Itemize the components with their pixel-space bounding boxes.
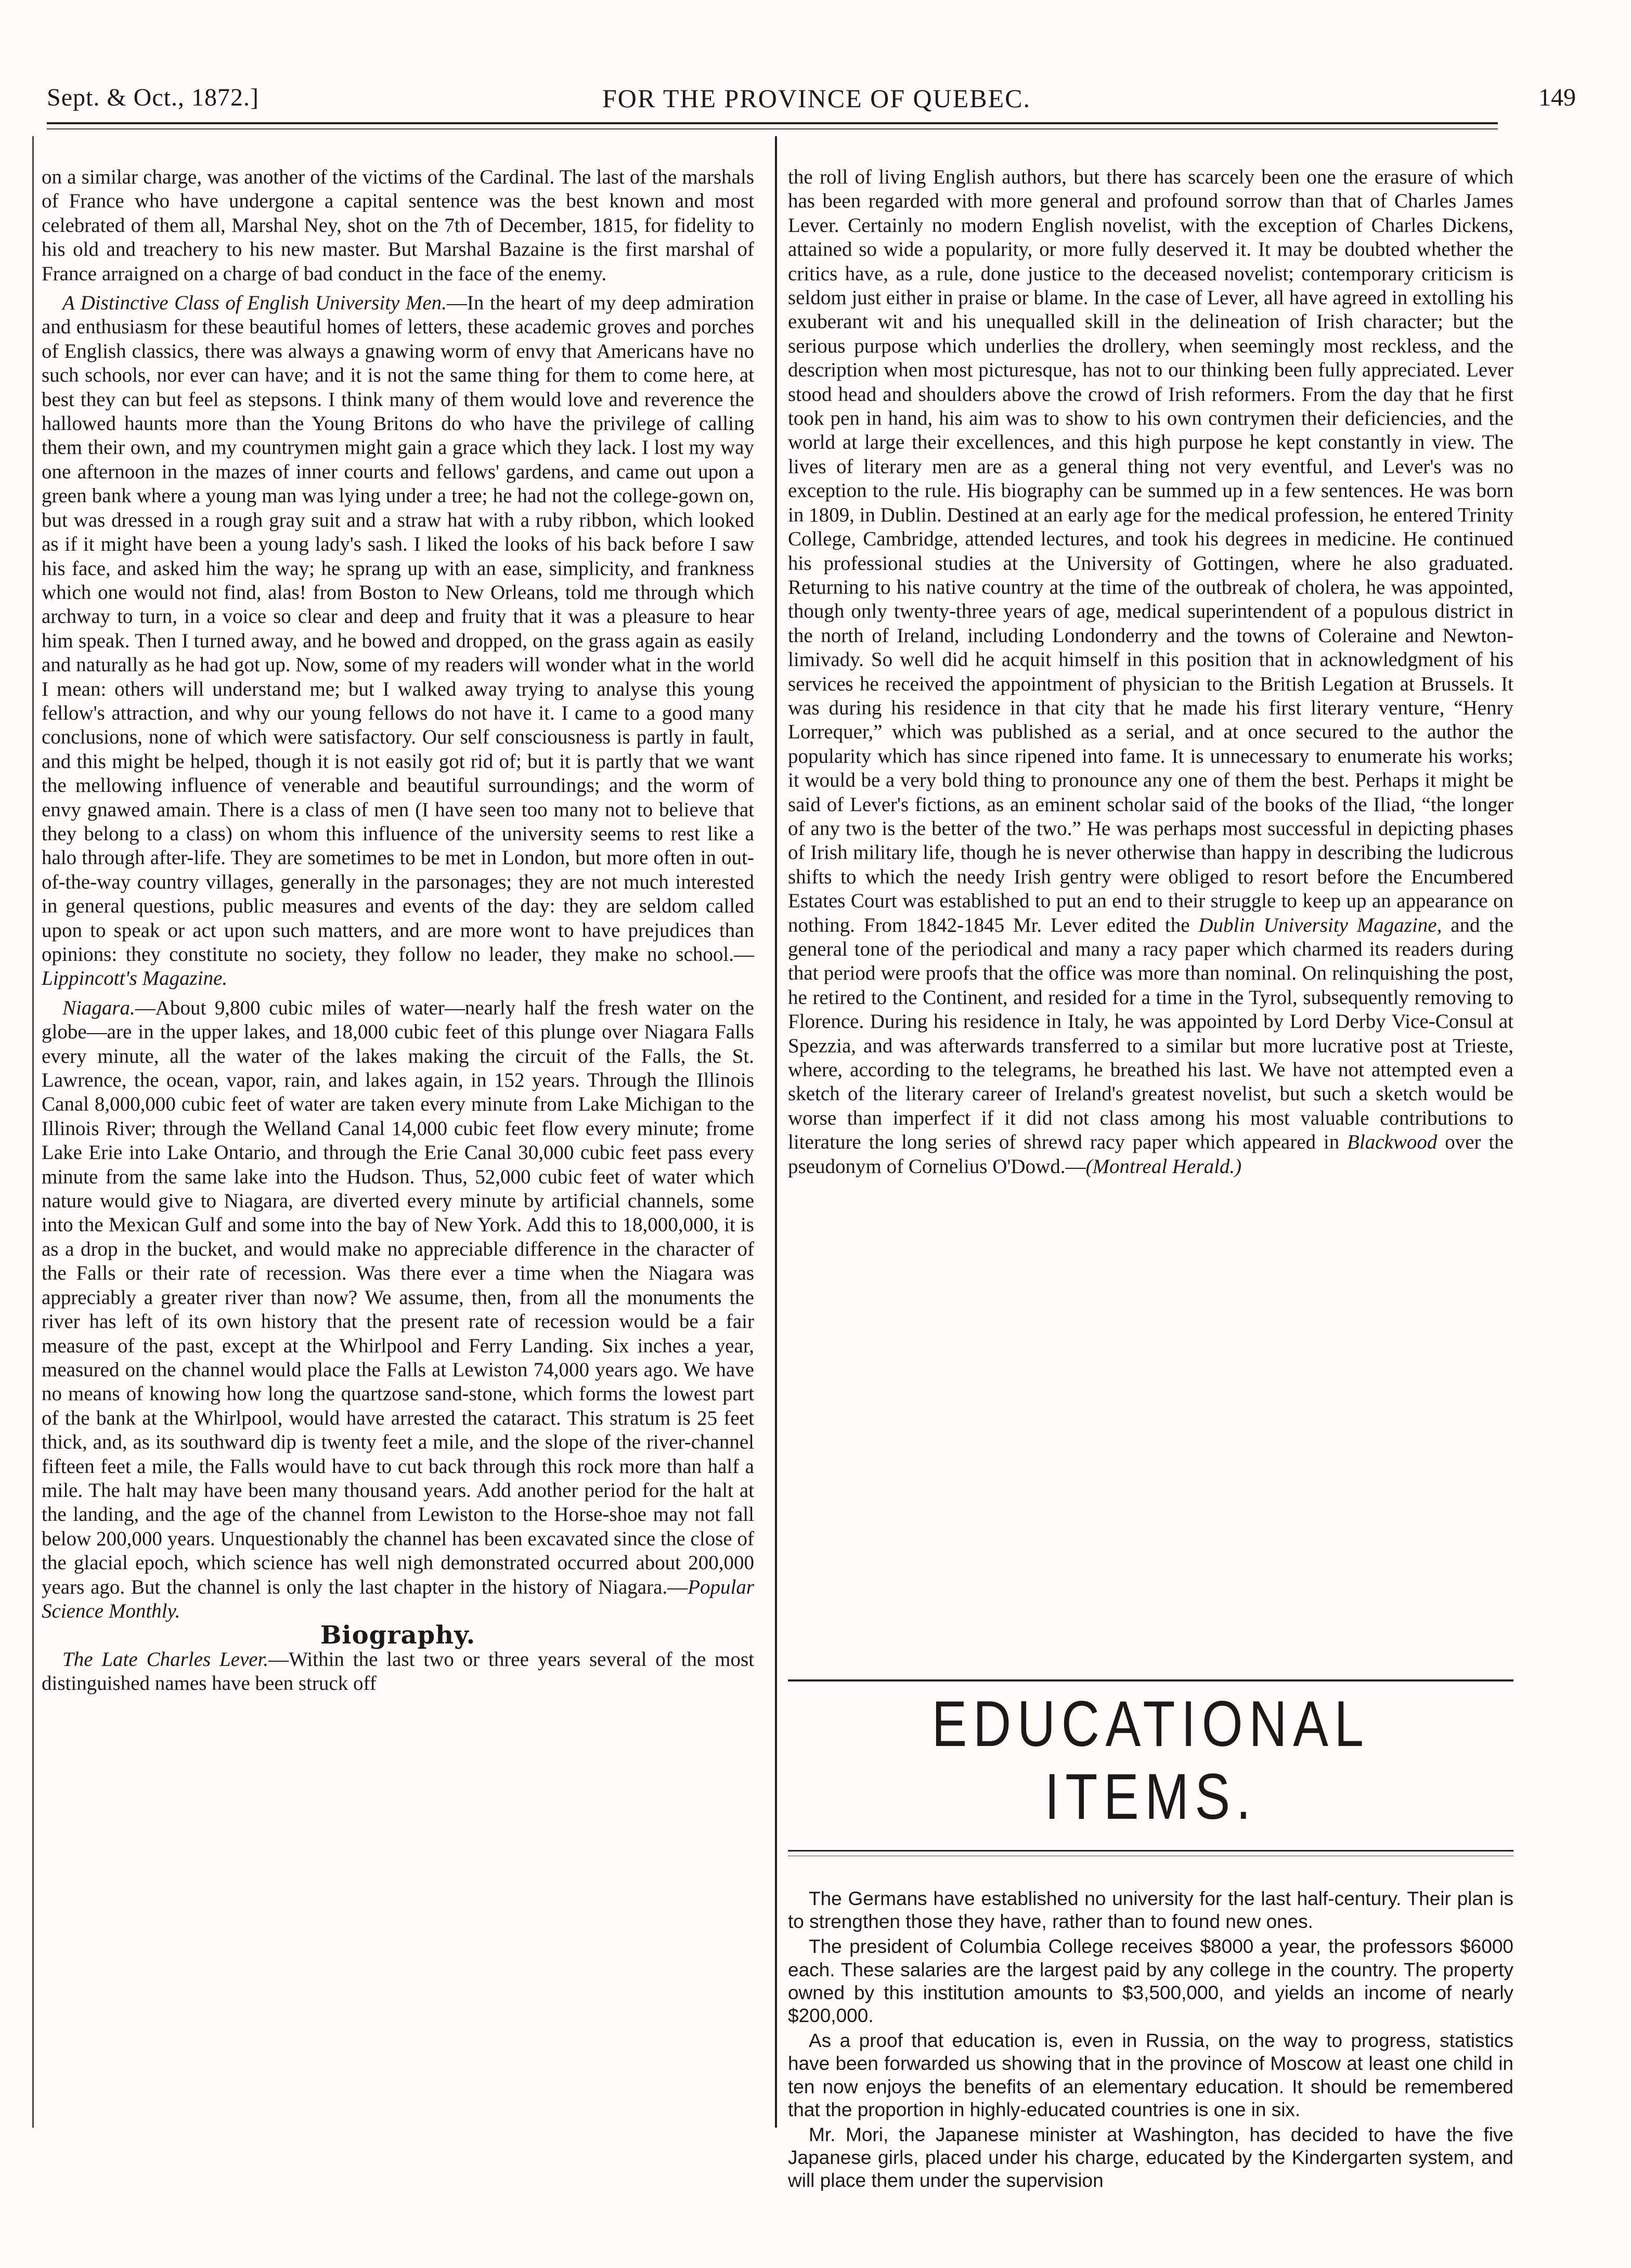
header-rule — [47, 122, 1498, 124]
lever-text-start: —Within the last two or three years several of the most distinguished names have been struck off — [42, 1648, 754, 1695]
educational-items-section — [788, 1679, 1513, 2195]
header-title: FOR THE PROVINCE OF QUEBEC. — [602, 84, 1031, 113]
lever-text-3: over the pseudonym of Cornelius O'Dowd.— — [788, 1131, 1513, 1178]
edu-item-mori: Mr. Mori, the Japanese minister at Washington, has decided to have the five Japanese girls, placed under his charge, educated by the Kindergarten system, and will place them under the supervision — [788, 2124, 1513, 2192]
column-divider — [775, 136, 777, 2128]
lever-magazine-name: Dublin University Magazine, — [1198, 914, 1442, 936]
running-header — [47, 78, 1586, 120]
niagara-source: Popular Science Monthly. — [42, 1575, 754, 1622]
niagara-title: Niagara. — [62, 996, 135, 1019]
university-men-source: Lippincott's Magazine. — [42, 967, 228, 990]
niagara-paragraph — [42, 996, 754, 1624]
educational-items-heading: EDUCATIONAL ITEMS. — [931, 1688, 1370, 1833]
left-column — [42, 165, 754, 1696]
header-rule-thin — [47, 128, 1498, 129]
section-rule-bottom — [788, 1850, 1513, 1852]
university-men-paragraph — [42, 291, 754, 991]
educational-items-list — [788, 1887, 1513, 2193]
left-margin-rule — [32, 136, 34, 2128]
lever-title: The Late Charles Lever. — [62, 1648, 269, 1671]
header-date: Sept. & Oct., 1872.] — [47, 84, 259, 111]
lever-blackwood: Blackwood — [1347, 1131, 1438, 1154]
lever-paragraph-start — [42, 1648, 754, 1696]
page-number: 149 — [1538, 84, 1576, 111]
lever-source: (Montreal Herald.) — [1085, 1155, 1242, 1178]
bazaine-paragraph: on a similar charge, was another of the victims of the Cardinal. The last of the marshals of France who have undergone a capital sentence was the best known and most celebrated of them all, Marshal Ney, shot on the 7th of December, 1815, for fidelity to his old and treachery to his new master. But Marshal Bazaine is the first marshal of France arraigned on a charge of bad conduct in the face of the enemy. — [42, 166, 754, 285]
niagara-text: —About 9,800 cubic miles of water—nearly half the fresh water on the globe—are in the upper lakes, and 18,000 cubic feet of this plunge over Niagara Falls every minute, all the water of the lakes making the circuit of the Falls, the St. Lawrence, the ocean, vapor, rain, and lakes again, in 152 years. Through the Illinois Canal 8,000,000 cubic feet of water are taken every minute from Lake Michigan to the Illinois River; through the Welland Canal 14,000 cubic feet flow every minute; frome Lake Erie into Lake Ontario, and through the Erie Canal 30,000 cubic feet pass every minute from the same lake into the Hudson. Thus, 52,000 cubic feet of water which nature would give to Niagara, are diverted every minute by artificial channels, some into the Mexican Gulf and some into the bay of New York. Add this to 18,000,000, it is as a drop in the bucket, and would make no appreciable difference in the character of the Falls or their rate of recession. Was there ever a time when the Niagara was appreciably a greater river than now? We assume, then, from all the monuments the river has left of its own history that the present rate of recession would be a fair measure of the past, except at the Whirlpool and Ferry Landing. Six inches a year, measured on the channel would place the Falls at Lewiston 74,000 years ago. We have no means of knowing how long the quartzose sand-stone, which forms the lowest part of the bank at the Whirlpool, would have arrested the cataract. This stratum is 25 feet thick, and, as its southward dip is twenty feet a mile, and the slope of the river-channel fifteen feet a mile, the Falls would have to cut back through this rock more than half a mile. The halt may have been many thousand years. Add another period for the halt at the landing, and the age of the channel from Lewiston to the Horse-shoe may not fall below 200,000 years. Unquestionably the channel has been excavated since the close of the glacial epoch, which science has well nigh demonstrated occurred about 200,000 years ago. But the channel is only the last chapter in the history of Niagara.— — [42, 996, 754, 1598]
university-men-text: —In the heart of my deep admiration and enthusiasm for these beautiful homes of letters, these academic groves and porches of English classics, there was always a gnawing worm of envy that Americans have no such schools, nor ever can have; and it is not the same thing for them to come here, at best they can but feel as stepsons. I think many of them would love and reverence the hallowed haunts more than the Young Britons do who have the privilege of calling them their own, and my countrymen might gain a grace which they lack. I lost my way one afternoon in the mazes of inner courts and fellows' gardens, and came out upon a green bank where a young man was lying under a tree; he had not the college-gown on, but was dressed in a rough gray suit and a straw hat with a ruby ribbon, which looked as if it might have been a young lady's sash. I liked the looks of his back before I saw his face, and asked him the way; he sprang up with an ease, simplicity, and frankness which one would not find, alas! from Boston to New Orleans, told me through which archway to turn, in a voice so clear and deep and fruity that it was a pleasure to hear him speak. Then I turned away, and he bowed and dropped, on the grass again as easily and naturally as he had got up. Now, some of my readers will wonder what in the world I mean: others will understand me; but I walked away trying to analyse this young fellow's attraction, and why our young fellows do not have it. I came to a good many conclusions, none of which were satisfactory. Our self consciousness is partly in fault, and this might be helped, though it is not easily got rid of; but it is partly that we want the mellowing influence of venerable and beautiful surroundings; and the worm of envy gnawed amain. There is a class of men (I have seen too many not to believe that they belong to a class) on whom this influence of the university seems to rest like a halo through after-life. They are sometimes to be met in London, but more often in out-of-the-way country villages, generally in the parsonages; they are not much interested in general questions, public measures and events of the day: they are seldom called upon to speak or act upon such matters, and are more wont to have prejudices than opinions: they constitute no society, they follow no leader, they make no school.— — [42, 292, 754, 966]
edu-item-germans: The Germans have established no university for the last half-century. Their plan is to strengthen those they have, rather than to found new ones. — [788, 1888, 1513, 1933]
university-men-title: A Distinctive Class of English University Men. — [62, 292, 447, 315]
lever-text-1: the roll of living English authors, but there has scarcely been one the erasure of which has been regarded with more general and profound sorrow than that of Charles James Lever. Certainly no modern English novelist, with the exception of Charles Dickens, attained so wide a popularity, or more fully deserved it. It may be doubted whether the critics have, as a rule, done justice to the deceased novelist; contemporary criticism is seldom just either in praise or blame. In the case of Lever, all have agreed in extolling his exuberant wit and his unequalled skill in the delineation of Irish character; but the serious purpose which underlies the drollery, when seemingly most reckless, and the description when most picturesque, has not to our thinking been fully appreciated. Lever stood head and shoulders above the crowd of Irish reformers. From the day that he first took pen in hand, his aim was to show to his own contrymen their deficiencies, and the world at large their excellences, and this high purpose he kept constantly in view. The lives of literary men are as a general thing not very eventful, and Lever's was no exception to the rule. His biography can be summed up in a few sentences. He was born in 1809, in Dublin. Destined at an early age for the medical profession, he entered Trinity College, Cambridge, attended lectures, and took his degrees in medicine. He continued his professional studies at the University of Gottingen, where he also graduated. Returning to his native country at the time of the outbreak of cholera, he was appointed, though only twenty-three years of age, medical superintendent of a populous district in the north of Ireland, including Londonderry and the towns of Coleraine and Newton-limivady. So well did he acquit himself in this position that in acknowledgment of his services he received the appointment of physician to the British Legation at Brussels. It was during his residence in that city that he made his first literary venture, “Henry Lorrequer,” which was published as a serial, and at once secured to the author the popularity which has since ripened into fame. It is unnecessary to enumerate his works; it would be a very bold thing to pronounce any one of them the best. Perhaps it might be said of Lever's fictions, as an eminent scholar said of the books of the Iliad, “the longer of any two is the better of the two.” He was perhaps most successful in depicting phases of Irish military life, though he is never otherwise than happy in describing the ludicrous shifts to which the needy Irish gentry were obliged to resort before the Encumbered Estates Court was established to put an end to their struggle to keep up an appearance on nothing. From 1842-1845 Mr. Lever edited the — [788, 166, 1513, 936]
edu-item-russia: As a proof that education is, even in Russia, on the way to progress, statistics have been forwarded us showing that in the province of Moscow at least one child in ten now enjoys the benefits of an elementary education. It should be remembered that the proportion in highly-educated countries is one in six. — [788, 2030, 1513, 2120]
lever-paragraph-continued — [788, 165, 1513, 1179]
lever-text-2: and the general tone of the periodical and many a racy paper which charmed its readers during that period were proofs that the office was more than nominal. On relinquishing the post, he retired to the Continent, and resided for a time in the Tyrol, subsequently removing to Florence. During his residence in Italy, he was appointed by Lord Derby Vice-Consul at Spezzia, and was afterwards transferred to a similar but more lucrative post at Trieste, where, according to the telegrams, he breathed his last. We have not attempted even a sketch of the literary career of Ireland's greatest novelist, but such a sketch would be worse than imperfect if it did not class among his most valuable contributions to literature the long series of shrewd racy paper which appeared in — [788, 914, 1513, 1154]
edu-item-columbia: The president of Columbia College receives $8000 a year, the professors $6000 each. These salaries are the largest paid by any college in the country. The property owned by this institution amounts to $3,500,000, and yields an income of nearly $200,000. — [788, 1936, 1513, 2027]
biography-heading: Biography. — [320, 1621, 476, 1650]
section-rule-top — [788, 1679, 1513, 1682]
right-column — [788, 165, 1513, 1179]
